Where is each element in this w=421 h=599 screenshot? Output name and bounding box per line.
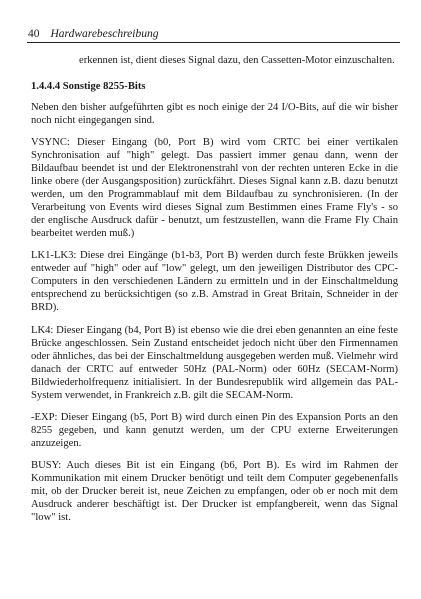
header-rule [27,42,400,43]
term-label: LK4: [31,324,54,336]
paragraph-text: Auch dieses Bit ist ein Eingang (b6, Port B). Es wird im Rahmen der Kommunikation mit einem Drucker benötigt und teilt dem Computer gegebenenfalls mit, ob der Drucker bereit ist, neue Zeichen zu empfangen, oder ob er noch mit dem Ausdruck anderer beschäftigt ist. Der Drucker ist empfangbereit, wenn das Signal "low" ist. [31,459,398,523]
paragraph-text: Diese drei Eingänge (b1-b3, Port B) werden durch feste Brükken jeweils entweder auf "high" oder auf "low" gelegt, um den jeweiligen Distributor des CPC-Computers in den verschiedenen Ländern zu ermitteln und in der Einschaltmeldung entsprechend zu berücksichtigen (so z.B. Amstrad in Great Britain, Schneider in der BRD). [31,250,398,314]
paragraph-lk4 [31,324,398,402]
continuation-paragraph: erkennen ist, dient dieses Signal dazu, den Cassetten-Motor einzuschalten. [79,55,395,66]
page-number: 40 [28,28,40,40]
intro-paragraph: Neben den bisher aufgeführten gibt es noch einige der 24 I/O-Bits, auf die wir bisher noch nicht eingegangen sind. [31,102,398,126]
paragraph-exp [31,411,398,450]
term-label: VSYNC: [31,137,70,149]
term-label: LK1-LK3: [31,250,77,262]
body-text [31,54,398,533]
paragraph-lk1-lk3 [31,249,398,314]
paragraph-text: Dieser Eingang (b5, Port B) wird durch einen Pin des Expansion Ports an den 8255 gegeben, und kann genutzt werden, um der CPU externe Erweiterungen anzuzeigen. [31,411,398,449]
paragraph-text: Dieser Eingang (b4, Port B) ist ebenso wie die drei eben genannten an eine feste Brücke angeschlossen. Sein Zustand entscheidet jedoch nicht über den Firmennamen oder ähnliches, das bei der Einschaltmeldung ausgegeben werden muß. Vielmehr wird danach der CRTC auf entweder 50Hz (PAL-Norm) oder 60Hz (SECAM-Norm) Bildwiederholfrequenz initialisiert. In der Bundesrepublik wird allgemein das PAL-System verwendet, in Frankreich z.B. gilt die SECAM-Norm. [31,324,398,401]
section-heading: 1.4.4.4 Sonstige 8255-Bits [31,81,146,92]
paragraph-busy [31,459,398,524]
term-label: BUSY: [31,459,62,471]
paragraph-vsync [31,136,398,240]
running-title: Hardwarebeschreibung [50,28,159,40]
term-label: -EXP: [31,411,58,423]
paragraph-text: Dieser Eingang (b0, Port B) wird vom CRTC bei einer vertikalen Synchronisation auf "high" gelegt. Das passiert immer genau dann, wenn der Bildaufbau beendet ist und der Elektronenstrahl von der rechten unteren Ecke in die linke obere (der Ausgangsposition) zurückfährt. Dieses Signal kann z.B. dazu benutzt werden, um den Programmablauf mit dem Bildaufbau zu synchronisieren. (In der Verarbeitung von Events wird dieses Signal zum Bestimmen eines Frame Fly's - so der englische Ausdruck dafür - benutzt, um festzustellen, wann die Frame Fly Chain bearbeitet werden muß.) [31,137,398,240]
running-header [28,28,400,40]
